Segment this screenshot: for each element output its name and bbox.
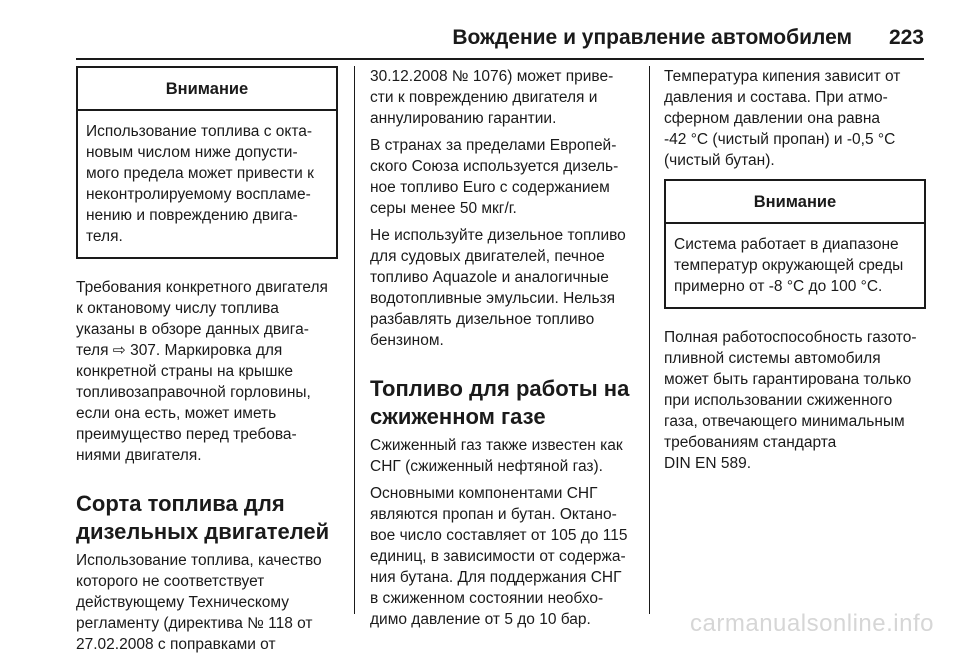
page-header [76,26,924,58]
diesel-fuel-text: Использование топлива, качество которого не соответствует действующему Техническому регламенту (директива № 118 от 27.02.2008 с поправками от [76,552,322,653]
lpg-components-text: Основными компонентами СНГ являются пропан и бутан. Октано- вое число составляет от 105 до 115 единиц, в зависимости от содержа- ния бутана. Для поддержания СНГ в сжиженном состоянии необхо- димо давление от 5 до 10 бар. [370,485,628,628]
prohibited-fuels-text: Не используйте дизельное топливо для судовых двигателей, печное топливо Aquazole и аналогичные водотопливные эмульсии. Нельзя разбавлять дизельное топливо бензином. [370,227,626,349]
column-divider-1 [354,66,355,614]
octane-requirements-text: Требования конкретного двигателя к октановому числу топлива указаны в обзоре данных двига- теля ⇨ 307. Маркировка для конкретной страны на крышке топливозаправочной горловины, если она есть, может иметь преимущество перед требова- ниями двигателя. [76,279,328,464]
warranty-text: 30.12.2008 № 1076) может приве- сти к повреждению двигателя и аннулированию гарантии. [370,68,614,127]
boiling-point-text: Температура кипения зависит от давления и состава. При атмо- сферном давлении она равна -42 °C (чистый пропан) и -0,5 °C (чистый бутан). [664,68,901,169]
warning-title: Внимание [666,181,924,224]
section-heading-lpg: Топливо для работы на сжиженном газе [370,376,630,429]
column-2 [370,66,634,630]
warning-box [76,66,338,259]
lpg-definition-text: Сжиженный газ также известен как СНГ (сжиженный нефтяной газ). [370,437,623,475]
lpg-standard-text: Полная работоспособность газото- пливной системы автомобиля может быть гарантирована только при использовании сжиженного газа, отвечающего минимальным требованиям стандарта DIN EN 589. [664,329,917,472]
page-number: 223 [888,26,924,49]
watermark: carmanualsonline.info [690,610,934,637]
section-heading-diesel: Сорта топлива для дизельных двигателей [76,491,330,544]
warning-title: Внимание [78,68,336,111]
column-3 [664,66,926,474]
euro-diesel-text: В странах за пределами Европей- ского Союза используется дизель- ное топливо Euro с содержанием серы менее 50 мкг/г. [370,137,619,217]
warning-text: Система работает в диапазоне температур окружающей среды примерно от -8 °C до 100 °C. [674,236,904,295]
warning-box [664,179,926,309]
warning-text: Использование топлива с окта- новым числом ниже допусти- мого предела может привести к неконтролируемому воспламе- нению и повреждению двига- теля. [86,123,314,245]
column-divider-2 [649,66,650,614]
header-divider [76,58,924,60]
chapter-title: Вождение и управление автомобилем [452,26,852,49]
column-1 [76,66,338,655]
